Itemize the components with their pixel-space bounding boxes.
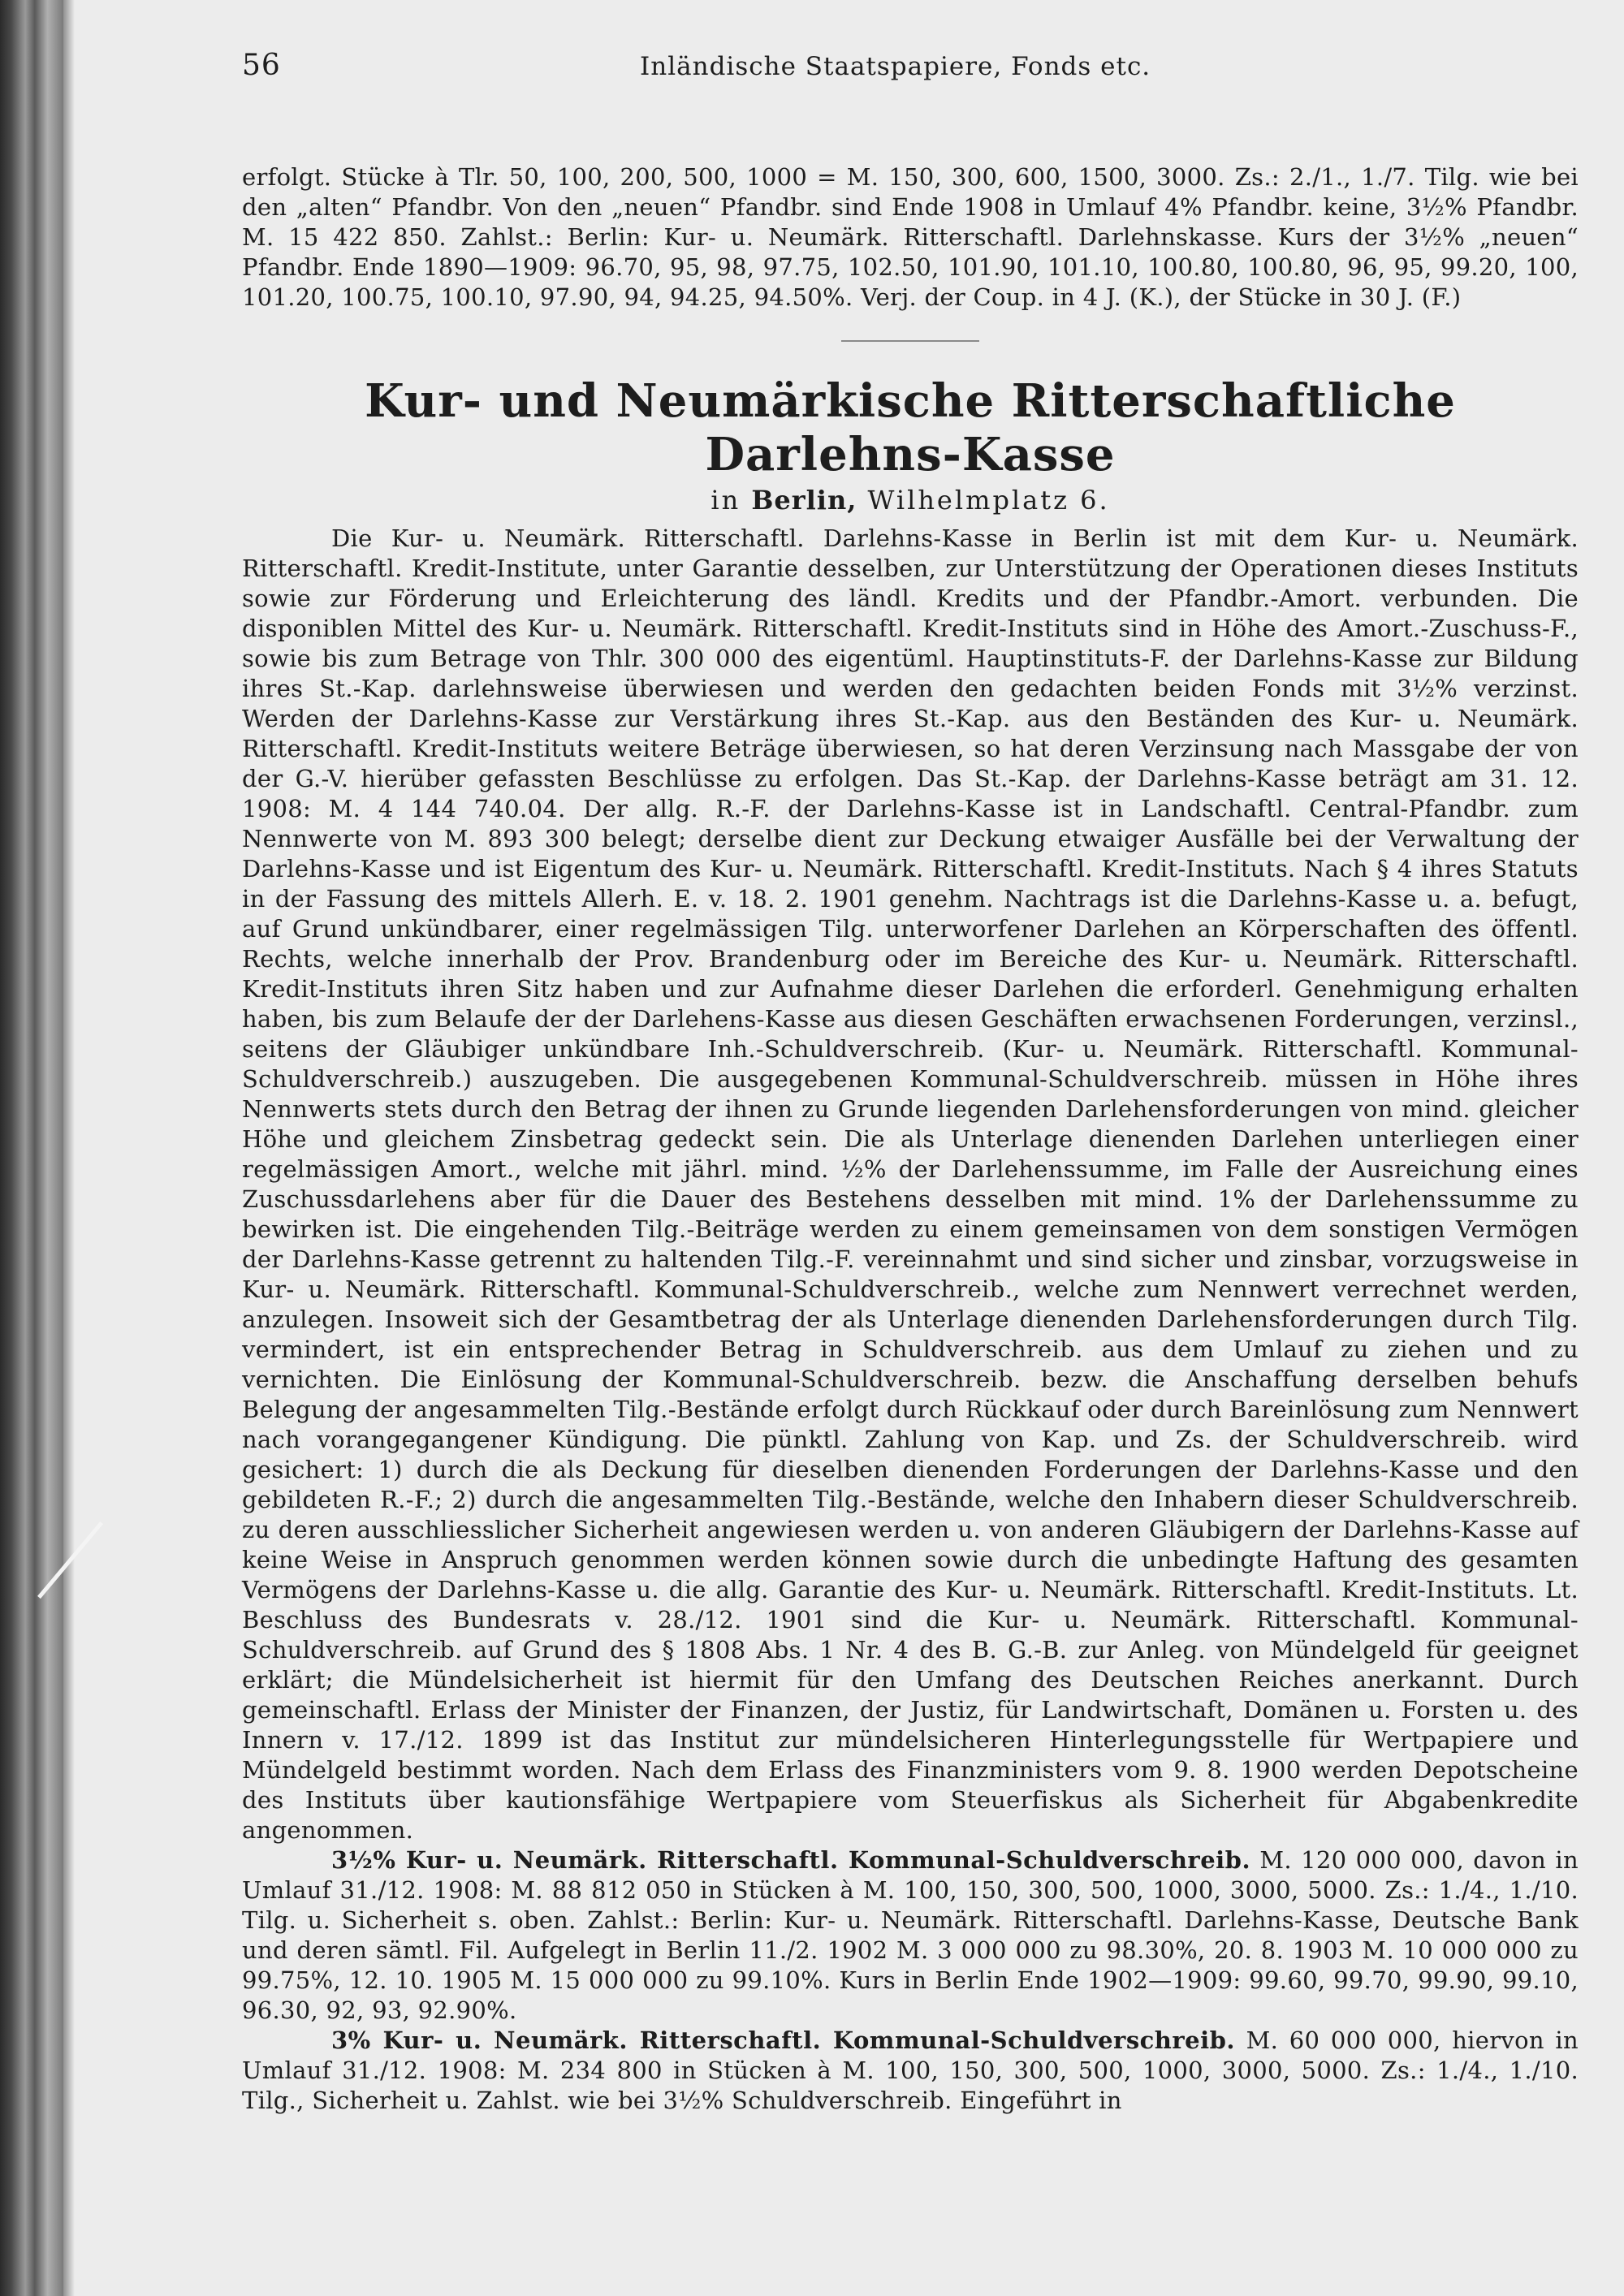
page-header — [242, 49, 1579, 84]
section-body-paragraph: Die Kur- u. Neumärk. Ritterschaftl. Darlehns-Kasse in Berlin ist mit dem Kur- u. Neumärk. Ritterschaftl. Kredit-Institute, unter Garantie desselben, zur Unterstützung der Operationen dieses Instituts sowie zur Förderung und Erleichterung des ländl. Kredits und der Pfandbr.-Amort. verbunden. Die disponiblen Mittel des Kur- u. Neumärk. Ritterschaftl. Kredit-Instituts sind in Höhe des Amort.-Zuschuss-F., sowie bis zum Betrage von Thlr. 300 000 des eigentüml. Hauptinstituts-F. der Darlehns-Kasse zur Bildung ihres St.-Kap. darlehnsweise überwiesen und werden den gedachten beiden Fonds mit 3½% verzinst. Werden der Darlehns-Kasse zur Verstärkung ihres St.-Kap. aus den Beständen des Kur- u. Neumärk. Ritterschaftl. Kredit-Instituts weitere Beträge überwiesen, so hat deren Verzinsung nach Massgabe der von der G.-V. hierüber gefassten Beschlüsse zu erfolgen. Das St.-Kap. der Darlehns-Kasse beträgt am 31. 12. 1908: M. 4 144 740.04. Der allg. R.-F. der Darlehns-Kasse ist in Landschaftl. Central-Pfandbr. zum Nennwerte von M. 893 300 belegt; derselbe dient zur Deckung etwaiger Ausfälle bei der Verwaltung der Darlehns-Kasse und ist Eigentum des Kur- u. Neumärk. Ritterschaftl. Kredit-Instituts. Nach § 4 ihres Statuts in der Fassung des mittels Allerh. E. v. 18. 2. 1901 genehm. Nachtrags ist die Darlehns-Kasse u. a. befugt, auf Grund unkündbarer, einer regelmässigen Tilg. unterworfener Darlehen an Körperschaften des öffentl. Rechts, welche innerhalb der Prov. Brandenburg oder im Bereiche des Kur- u. Neumärk. Ritterschaftl. Kredit-Instituts ihren Sitz haben und zur Aufnahme dieser Darlehen die erforderl. Genehmigung erhalten haben, bis zum Belaufe der der Darlehens-Kasse aus diesen Geschäften erwachsenen Forderungen, verzinsl., seitens der Gläubiger unkündbare Inh.-Schuldverschreib. (Kur- u. Neumärk. Ritterschaftl. Kommunal-Schuldverschreib.) auszugeben. Die ausgegebenen Kommunal-Schuldverschreib. müssen in Höhe ihres Nennwerts stets durch den Betrag der ihnen zu Grunde liegenden Darlehensforderungen von mind. gleicher Höhe und gleichem Zinsbetrag gedeckt sein. Die als Unterlage dienenden Darlehen unterliegen einer regelmässigen Amort., welche mit jährl. mind. ½% der Darlehenssumme, im Falle der Ausreichung eines Zuschussdarlehens aber für die Dauer des Bestehens desselben mit mind. 1% der Darlehenssumme zu bewirken ist. Die eingehenden Tilg.-Beiträge werden zu einem gemeinsamen von dem sonstigen Vermögen der Darlehns-Kasse getrennt zu haltenden Tilg.-F. vereinnahmt und sind sicher und zinsbar, vorzugsweise in Kur- u. Neumärk. Ritterschaftl. Kommunal-Schuldverschreib., welche zum Nennwert verrechnet werden, anzulegen. Insoweit sich der Gesamtbetrag der als Unterlage dienenden Darlehensforderungen durch Tilg. vermindert, ist ein entsprechender Betrag in Schuldverschreib. aus dem Umlauf zu ziehen und zu vernichten. Die Einlösung der Kommunal-Schuldverschreib. bezw. die Anschaffung derselben behufs Belegung der angesammelten Tilg.-Bestände erfolgt durch Rückkauf oder durch Bareinlösung zum Nennwert nach vorangegangener Kündigung. Die pünktl. Zahlung von Kap. und Zs. der Schuldverschreib. wird gesichert: 1) durch die als Deckung für dieselben dienenden Forderungen der Darlehns-Kasse und den gebildeten R.-F.; 2) durch die angesammelten Tilg.-Bestände, welche den Inhabern dieser Schuldverschreib. zu deren ausschliesslicher Sicherheit angewiesen werden u. von anderen Gläubigern der Darlehns-Kasse auf keine Weise in Anspruch genommen werden können sowie durch die unbedingte Haftung des gesamten Vermögens der Darlehns-Kasse u. die allg. Garantie des Kur- u. Neumärk. Ritterschaftl. Kredit-Instituts. Lt. Beschluss des Bundesrats v. 28./12. 1901 sind die Kur- u. Neumärk. Ritterschaftl. Kommunal-Schuldverschreib. auf Grund des § 1808 Abs. 1 Nr. 4 des B. G.-B. zur Anleg. von Mündelgeld für geeignet erklärt; die Mündelsicherheit ist hiermit für den Umfang des Deutschen Reiches anerkannt. Durch gemeinschaftl. Erlass der Minister der Finanzen, der Justiz, für Landwirtschaft, Domänen u. Forsten u. des Innern v. 17./12. 1899 ist das Institut zur mündelsicheren Hinterlegungsstelle für Wertpapiere und Mündelgeld bestimmt worden. Nach dem Erlass des Finanzministers vom 9. 8. 1900 werden Depotscheine des Instituts über kautionsfähige Wertpapiere vom Steuerfiskus als Sicherheit für Abgabenkredite angenommen. — [242, 524, 1579, 1844]
subtitle-city: Berlin, — [751, 485, 857, 516]
bond-text: M. 60 000 000, hiervon in Umlauf 31./12. 1908: M. 234 800 in Stücken à M. 100, 150, 300, 500, 1000, 3000, 5000. Zs.: 1./4., 1./10. Tilg., Sicherheit u. Zahlst. wie bei 3½% Schuldverschreib. Eingeführt in — [242, 2026, 1579, 2114]
section-title: Kur- und Neumärkische Ritterschaftliche Darlehns-Kasse — [365, 374, 1456, 481]
subtitle-address: Wilhelmplatz 6. — [867, 485, 1110, 516]
page-number: 56 — [242, 49, 281, 82]
bond-title: 3% Kur- u. Neumärk. Ritterschaftl. Kommunal-Schuldverschreib. — [331, 2026, 1236, 2054]
bond-title: 3½% Kur- u. Neumärk. Ritterschaftl. Kommunal-Schuldverschreib. — [331, 1846, 1251, 1874]
document-page — [242, 49, 1579, 2116]
bond-text: M. 120 000 000, davon in Umlauf 31./12. 1908: M. 88 812 050 in Stücken à M. 100, 150, 300, 500, 1000, 3000, 5000. Zs.: 1./4., 1./10. Tilg. u. Sicherheit s. oben. Zahlst.: Berlin: Kur- u. Neumärk. Ritterschaftl. Darlehns-Kasse, Deutsche Bank und deren sämtl. Fil. Aufgelegt in Berlin 11./2. 1902 M. 3 000 000 zu 98.30%, 20. 8. 1903 M. 10 000 000 zu 99.75%, 12. 10. 1905 M. 15 000 000 zu 99.10%. Kurs in Berlin Ende 1902—1909: 99.60, 99.70, 99.90, 99.10, 96.30, 92, 93, 92.90%. — [242, 1846, 1579, 2024]
bond-entry — [242, 2026, 1579, 2116]
section-subtitle — [242, 485, 1579, 516]
intro-paragraph: erfolgt. Stücke à Tlr. 50, 100, 200, 500, 1000 = M. 150, 300, 600, 1500, 3000. Zs.: 2./1., 1./7. Tilg. wie bei den „alten“ Pfandbr. Von den „neuen“ Pfandbr. sind Ende 1908 in Umlauf 4% Pfandbr. keine, 3½% Pfandbr. M. 15 422 850. Zahlst.: Berlin: Kur- u. Neumärk. Ritterschaftl. Darlehnskasse. Kurs der 3½% „neuen“ Pfandbr. Ende 1890—1909: 96.70, 95, 98, 97.75, 102.50, 101.90, 101.10, 100.80, 100.80, 96, 95, 99.20, 100, 101.20, 100.75, 100.10, 97.90, 94, 94.25, 94.50%. Verj. der Coup. in 4 J. (K.), der Stücke in 30 J. (F.) — [242, 163, 1579, 311]
bond-entry — [242, 1845, 1579, 2026]
section-divider — [841, 340, 979, 342]
book-binding-shadow — [0, 0, 63, 2296]
subtitle-prefix: in — [710, 485, 741, 516]
running-title: Inländische Staatspapiere, Fonds etc. — [640, 52, 1151, 81]
